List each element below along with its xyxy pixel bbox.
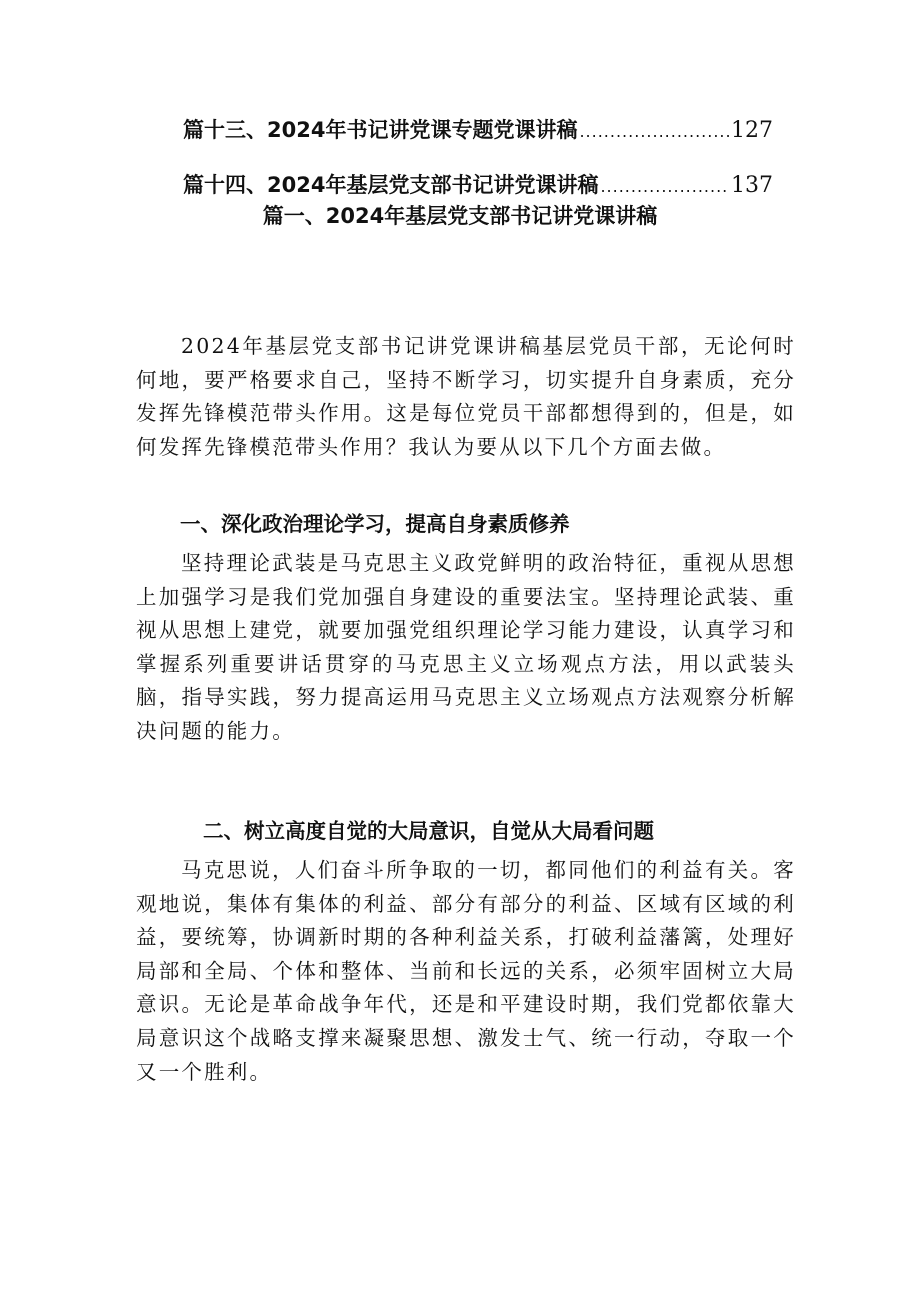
toc-entry-page: 127 — [731, 118, 773, 143]
section-1-paragraph: 坚持理论武装是马克思主义政党鲜明的政治特征，重视从思想上加强学习是我们党加强自身建设的重要法宝。坚持理论武装、重视从思想上建党，就要加强党组织理论学习能力建设，认真学习和掌握系列重要讲话贯穿的马克思主义立场观点方法，用以武装头脑，指导实践，努力提高运用马克思主义立场观点方法观察分析解决问题的能力。 — [136, 551, 796, 743]
toc-entry-page: 137 — [731, 173, 773, 198]
toc-leader-dots — [600, 177, 729, 196]
toc-entry-13[interactable] — [183, 114, 773, 148]
intro-paragraph: 2024年基层党支部书记讲党课讲稿基层党员干部，无论何时何地，要严格要求自己，坚持不断学习，切实提升自身素质，充分发挥先锋模范带头作用。这是每位党员干部都想得到的，但是，如何发挥先锋模范带头作用？我认为要从以下几个方面去做。 — [136, 334, 796, 459]
section-heading-1: 一、深化政治理论学习，提高自身素质修养 — [180, 512, 570, 536]
toc-entry-title: 篇十四、2024年基层党支部书记讲党课讲稿 — [183, 173, 599, 197]
section-heading-2: 二、树立高度自觉的大局意识，自觉从大局看问题 — [203, 819, 654, 843]
toc-entry-title: 篇十三、2024年书记讲党课专题党课讲稿 — [183, 118, 578, 142]
toc-entry-14[interactable] — [183, 169, 773, 203]
toc-leader-dots — [579, 122, 729, 141]
chapter-title: 篇一、2024年基层党支部书记讲党课讲稿 — [262, 204, 658, 228]
section-2-paragraph: 马克思说，人们奋斗所争取的一切，都同他们的利益有关。客观地说，集体有集体的利益、部分有部分的利益、区域有区域的利益，要统筹，协调新时期的各种利益关系，打破利益藩篱，处理好局部和全局、个体和整体、当前和长远的关系，必须牢固树立大局意识。无论是革命战争年代，还是和平建设时期，我们党都依靠大局意识这个战略支撑来凝聚思想、激发士气、统一行动，夺取一个又一个胜利。 — [136, 858, 796, 1084]
